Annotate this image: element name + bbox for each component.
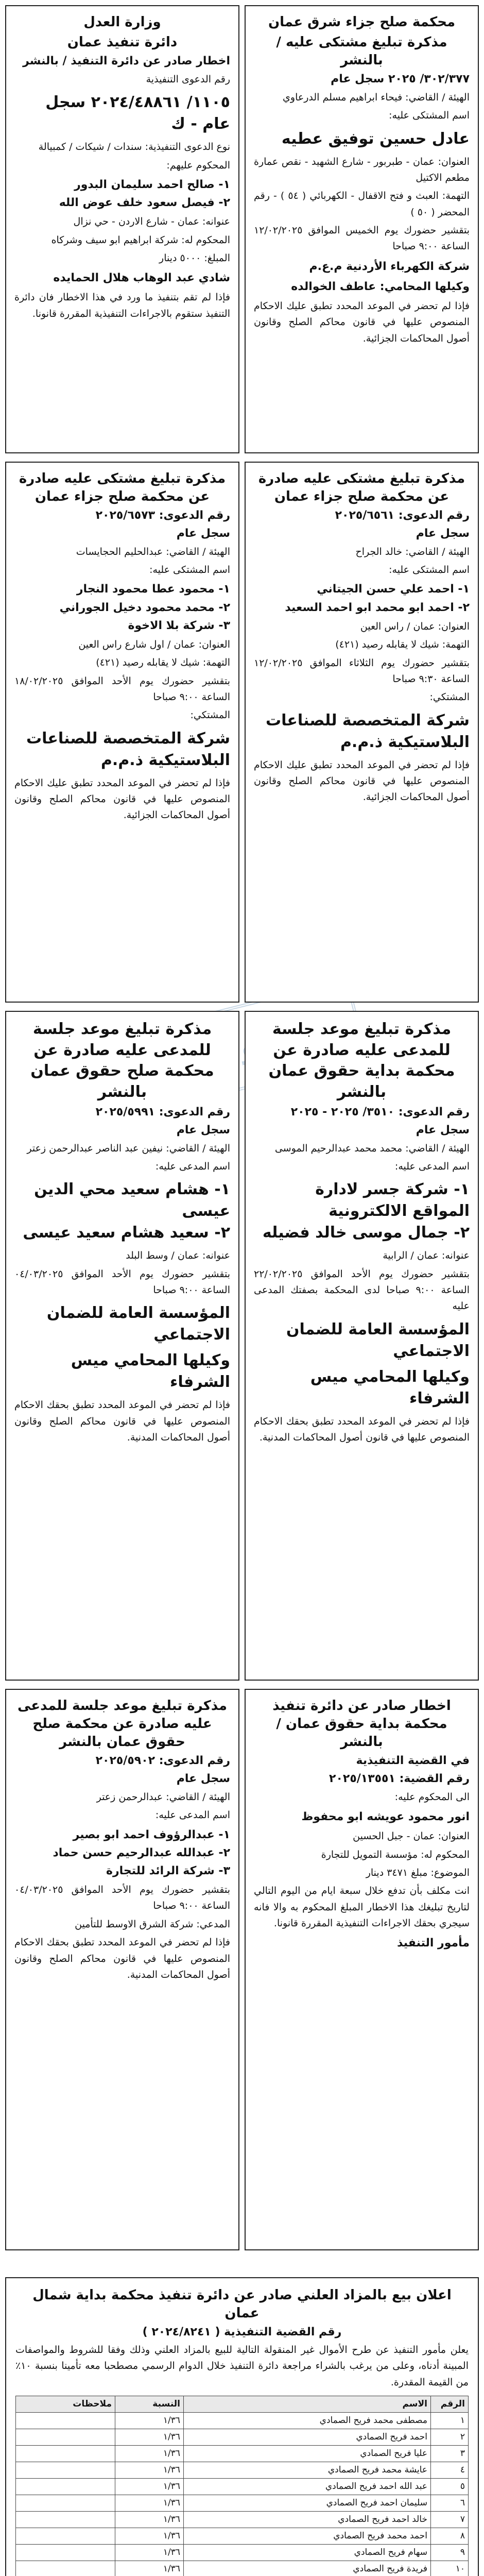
notice-line: الهيئة / القاضي: نيفين عبد الناصر عبدالرحمن زعتر [27,1142,230,1154]
table-cell [16,2495,115,2511]
table-row [16,2528,469,2544]
notice-card [245,5,479,453]
notice-line: بتقشير حضورك يوم الخميس الموافق ١٢/٠٢/٢٠٢٥ الساعة ٩:٠٠ صباحا [254,225,470,252]
case-number: رقم الدعوى: ٢٠٢٥/٦٥٧٣ [95,509,230,522]
notice-line: فإذا لم تحضر في الموعد المحدد تطبق بحقك الاحكام المنصوص عليها في قانون محاكم الصلح وقانون أصول المحاكمات المدنية. [14,1399,230,1443]
case-number: ٣٠٢/٣٧٧/ ٢٠٢٥ سجل عام [331,73,470,86]
case-register: سجل عام [416,1123,470,1137]
plaintiff-name: المؤسسة العامة للضمان الاجتماعي [286,1320,470,1360]
notice-line: اسم المدعى عليه: [394,1160,470,1172]
notice-line: فإذا لم تقم بتنفيذ ما ورد في هذا الاخطار فان دائرة التنفيذ ستقوم بالاجراءات التنفيذية المقررة قانونا. [14,292,230,319]
notice-line: بتقشير حضورك يوم الأحد الموافق ١٨/٠٢/٢٠٢٥ الساعة ٩:٠٠ صباحا [14,675,230,703]
notice-line: العنوان: عمان / راس العين [360,620,470,632]
notice-line: اسم المدعى عليه: [155,1160,230,1172]
table-cell: ٨ [431,2528,469,2544]
notice-line: عنوانه: عمان / الرابية [383,1250,470,1262]
notice-line: التهمة: شيك لا يقابله رصيد (٤٢١) [96,657,230,669]
table-row [16,2478,469,2495]
table-row [16,2544,469,2561]
notice-line: اسم المشتكى عليه: [389,564,470,576]
table-row [16,2412,469,2429]
table-row [16,2495,469,2511]
table-cell: ٢ [431,2429,469,2445]
party-name: ١- صالح احمد سليمان البدور ٢- فيصل سعود خلف عوض الله [59,178,230,210]
notice-line: الهيئة / القاضي: خالد الجراح [355,546,470,557]
table-cell [16,2478,115,2495]
table-cell [16,2561,115,2576]
table-cell: ١٠ [431,2561,469,2576]
notice-card [5,1689,239,2250]
notice-card [245,1011,479,1681]
notice-title: اخطار صادر عن دائرة تنفيذ محكمة بداية حقوق عمان / بالنشر [272,1698,451,1750]
notice-line: انت مكلف بأن تدفع خلال سبعة ايام من اليوم التالي لتاريخ تبليغك هذا الاخطار المبلغ المحكوم به والا فانه سيجري بحقك الاجراءات التنفيذية المقررة قانونا. [254,1885,470,1929]
notice-line: التهمة: العبث و فتح الاقفال - الكهربائي ( ٥٤ ) - رقم المحضر ( ٥٠ ) [254,190,470,218]
notice-line: المحكوم له: مؤسسة التمويل للتجارة [321,1849,470,1860]
party-name: ١- هشام سعيد محي الدين عيسى ٢- سعيد هشام سعيد عيسى [23,1180,230,1242]
notice-line: الهيئة / القاضي: عبدالحليم الحجايسات [76,546,230,557]
table-cell: عبد الله احمد فريح الصمادي [184,2478,431,2495]
table-cell: فريدة فريح الصمادي [184,2561,431,2576]
owners-table [15,2396,469,2576]
notice-line: اسم المشتكى عليه: [389,110,470,122]
notice-card [5,462,239,1003]
table-cell: احمد فريح الصمادي [184,2429,431,2445]
notice-line: نوع الدعوى التنفيذية: سندات / شيكات / كمبيالة [38,141,230,153]
table-cell: ١/٣٦ [115,2478,184,2495]
notice-card [5,5,239,453]
notice-line: المدعي: شركة الشرق الاوسط للتأمين [75,1918,230,1930]
table-row [16,2462,469,2478]
lawyer-name: وكيلها المحامي: عاطف الخوالده [291,280,470,293]
table-cell: عليا فريح الصمادي [184,2445,431,2462]
case-register: سجل عام [176,527,230,540]
left-column [5,5,239,2259]
notice-line: عنوانه: عمان / وسط البلد [126,1250,230,1262]
table-cell: ١ [431,2412,469,2429]
notice-line: المشتكي: [190,709,230,721]
notice-title: وزارة العدل [83,14,161,30]
notice-line: فإذا لم تحضر في الموعد المحدد تطبق عليك الاحكام المنصوص عليها في قانون محاكم الصلح وقانون أصول المحاكمات الجزائية. [254,759,470,803]
table-cell: سليمان احمد فريح الصمادي [184,2495,431,2511]
table-row [16,2445,469,2462]
notice-title: مذكرة تبليغ موعد جلسة للمدعى عليه صادرة عن محكمة صلح حقوق عمان بالنشر [18,1698,227,1750]
auction-case-number: رقم القضية التنفيذية ( ٢٠٢٤/٨٢٤١ ) [142,2326,342,2339]
notice-line: المحكوم عليهم: [166,159,230,171]
table-cell [16,2528,115,2544]
owners-table-body [16,2412,469,2576]
notice-subtitle: في القضية التنفيذية [356,1754,470,1768]
notice-heading: اخطار صادر عن دائرة التنفيذ / بالنشر [23,55,230,68]
notice-line: الهيئة / القاضي: محمد محمد عبدالرحيم الموسى [274,1142,470,1154]
party-name: ١- عبدالرؤوف احمد ابو بصير ٢- عبدالله عبدالرحيم حسن حماد ٣- شركة الرائد للتجارة [53,1828,230,1877]
party-name: شادي عبد الوهاب هلال الحمايده [53,272,230,285]
notice-card [245,1689,479,2250]
notice-line: الهيئة / القاضي: فيحاء ابراهيم مسلم الدرعاوي [283,92,470,104]
table-cell: سهام فريح الصمادي [184,2544,431,2561]
signature: مأمور التنفيذ [397,1937,470,1950]
table-cell: ٩ [431,2544,469,2561]
notice-line: بتقشير حضورك يوم الأحد الموافق ٠٤/٠٣/٢٠٢٥ الساعة ٩:٠٠ صباحا [14,1884,230,1912]
table-header-row [16,2396,469,2412]
table-cell: ١/٣٦ [115,2445,184,2462]
table-cell: مصطفى محمد فريح الصمادي [184,2412,431,2429]
table-cell: ١/٣٦ [115,2528,184,2544]
case-number: رقم الدعوى: ٣٥١٠/ ٢٠٢٥ - ٢٠٢٥ [290,1106,470,1118]
notice-line: المبلغ: ٥٠٠٠ دينار [159,252,230,264]
plaintiff-name: شركة المتخصصة للصناعات البلاستيكية ذ.م.م [26,729,230,769]
case-register: سجل عام [176,1123,230,1137]
notice-line: الى المحكوم عليه: [394,1791,470,1803]
notice-line: اسم المشتكى عليه: [149,564,230,576]
auction-notice [5,2277,479,2576]
notice-line: بتقشير حضورك يوم الثلاثاء الموافق ١٢/٠٢/٢٠٢٥ الساعة ٩:٣٠ صباحا [254,657,470,685]
notice-line: عنوانه: عمان - شارع الاردن - حي نزال [73,216,230,228]
right-column [245,5,479,2259]
case-register: سجل عام [176,1772,230,1786]
notice-line: رقم الدعوى التنفيذية [146,73,230,85]
table-cell: ١/٣٦ [115,2495,184,2511]
notice-line: بتقشير حضورك يوم الأحد الموافق ٢٢/٠٢/٢٠٢٥ الساعة ٩:٠٠ صباحا لدى المحكمة بصفتك المدعى عليه [254,1268,470,1312]
party-name: عادل حسين توفيق عطيه [281,129,470,148]
case-number: رقم الدعوى: ٢٠٢٥/٦٥٦١ [335,509,470,522]
notice-line: الهيئة / القاضي: عبدالرحمن زعتر [96,1791,230,1803]
case-register: سجل عام [416,527,470,540]
column-header: الاسم [184,2396,431,2412]
notice-line: بتقشير حضورك يوم الأحد الموافق ٠٤/٠٣/٢٠٢٥ الساعة ٩:٠٠ صباحا [14,1268,230,1296]
notice-title: محكمة صلح جزاء شرق عمان [268,14,456,30]
table-row [16,2511,469,2528]
plaintiff-name: شركة الكهرباء الأردنية م.ع.م [309,260,470,273]
table-cell [16,2462,115,2478]
notice-subtitle: مذكرة تبليغ مشتكى عليه / بالنشر [276,35,447,69]
notice-line: التهمة: شيك لا يقابله رصيد (٤٢١) [335,639,470,651]
notice-line: الموضوع: مبلغ ٣٤٧١ دينار [366,1867,470,1878]
case-number: رقم الدعوى: ٢٠٢٥/٥٩٠٢ [95,1754,230,1768]
plaintiff-name: شركة المتخصصة للصناعات البلاستيكية ذ.م.م [265,711,470,751]
plaintiff-name: المؤسسة العامة للضمان الاجتماعي [46,1304,230,1344]
table-cell: ١/٣٦ [115,2462,184,2478]
table-cell [16,2429,115,2445]
notice-line: العنوان: عمان / اول شارع راس العين [78,639,230,651]
notice-title: مذكرة تبليغ موعد جلسة للمدعى عليه صادرة عن محكمة صلح حقوق عمان بالنشر [30,1020,214,1101]
notice-title: مذكرة تبليغ موعد جلسة للمدعى عليه صادرة عن محكمة بداية حقوق عمان بالنشر [268,1020,455,1101]
table-cell [16,2445,115,2462]
notice-line: فإذا لم تحضر في الموعد المحدد تطبق عليك الاحكام المنصوص عليها في قانون محاكم الصلح وقانون أصول المحاكمات الجزائية. [254,300,470,344]
table-cell: ١/٣٦ [115,2511,184,2528]
notice-title: مذكرة تبليغ مشتكى عليه صادرة عن محكمة صلح جزاء عمان [258,471,465,505]
notice-line: المشتكي: [429,691,470,703]
column-header: ملاحظات [16,2396,115,2412]
notice-line: العنوان: عمان - طبربور - شارع الشهيد - نقص عمارة مطعم الاكتيل [254,156,470,184]
table-cell: احمد محمد فريح الصمادي [184,2528,431,2544]
notice-title: مذكرة تبليغ مشتكى عليه صادرة عن محكمة صلح جزاء عمان [19,471,226,505]
table-cell: ١/٣٦ [115,2429,184,2445]
notice-line: فإذا لم تحضر في الموعد المحدد تطبق عليك الاحكام المنصوص عليها في قانون محاكم الصلح وقانون أصول المحاكمات الجزائية. [14,777,230,821]
table-cell: خالد احمد فريح الصمادي [184,2511,431,2528]
notice-line: فإذا لم تحضر في الموعد المحدد تطبق بحقك الاحكام المنصوص عليها في قانون أصول المحاكمات المدنية. [254,1415,470,1443]
table-cell: عايشة محمد فريح الصمادي [184,2462,431,2478]
party-name: ١- محمود عطا محمود النجار ٢- محمد محمود دخيل الجوراني ٣- شركة بلا الاخوة [59,583,230,632]
notice-subtitle: دائرة تنفيذ عمان [67,35,178,50]
auction-body: يعلن مأمور التنفيذ عن طرح الأموال غير المنقولة التالية للبيع بالمزاد العلني وذلك وفقا للشروط والمواصفات المبينة أدناه، وعلى من يرغب بالشراء مراجعة دائرة التنفيذ خلال الدوام الرسمي مصطحبا معه تأمينا بنسبة ١٠٪ من القيمة المقدرة. [15,2344,469,2388]
column-header: النسبة [115,2396,184,2412]
table-row [16,2561,469,2576]
table-row [16,2429,469,2445]
party-name: ١- شركة جسر لادارة المواقع الالكترونية ٢- جمال موسى خالد فضيله [262,1180,470,1242]
table-cell [16,2412,115,2429]
table-cell: ٥ [431,2478,469,2495]
table-cell: ٤ [431,2462,469,2478]
table-cell: ٧ [431,2511,469,2528]
lawyer-name: وكيلها المحامي ميس الشرفاء [310,1367,470,1408]
lawyer-name: وكيلها المحامي ميس الشرفاء [71,1351,230,1392]
table-cell [16,2544,115,2561]
party-name: ١- احمد علي حسن الجيتاني ٢- احمد ابو محمد ابو احمد السعيد [285,583,470,614]
case-number: رقم القضية: ٢٠٢٥/١٣٥٥١ [329,1772,470,1786]
table-cell: ١/٣٦ [115,2561,184,2576]
table-cell: ٣ [431,2445,469,2462]
auction-title: اعلان بيع بالمزاد العلني صادر عن دائرة تنفيذ محكمة بداية شمال عمان [32,2287,452,2321]
notice-line: اسم المدعى عليه: [155,1809,230,1821]
notice-line: فإذا لم تحضر في الموعد المحدد تطبق بحقك الاحكام المنصوص عليها في قانون محاكم الصلح وقانون أصول المحاكمات المدنية. [14,1937,230,1980]
notice-line: العنوان: عمان - جبل الحسين [353,1831,470,1842]
notice-line: المحكوم له: شركة ابراهيم ابو سيف وشركاه [51,234,230,246]
column-header: الرقم [431,2396,469,2412]
case-number: ١١٠٥/ ٢٠٢٤/٤٨٨٦١ سجل عام - ك [45,93,230,133]
notice-card [5,1011,239,1681]
table-cell [16,2511,115,2528]
notice-card [245,462,479,1003]
table-cell: ٦ [431,2495,469,2511]
table-cell: ١/٣٦ [115,2544,184,2561]
table-cell: ١/٣٦ [115,2412,184,2429]
party-name: انور محمود عويشه ابو محفوظ [301,1810,470,1824]
case-number: رقم الدعوى: ٢٠٢٥/٥٩٩١ [95,1106,230,1118]
